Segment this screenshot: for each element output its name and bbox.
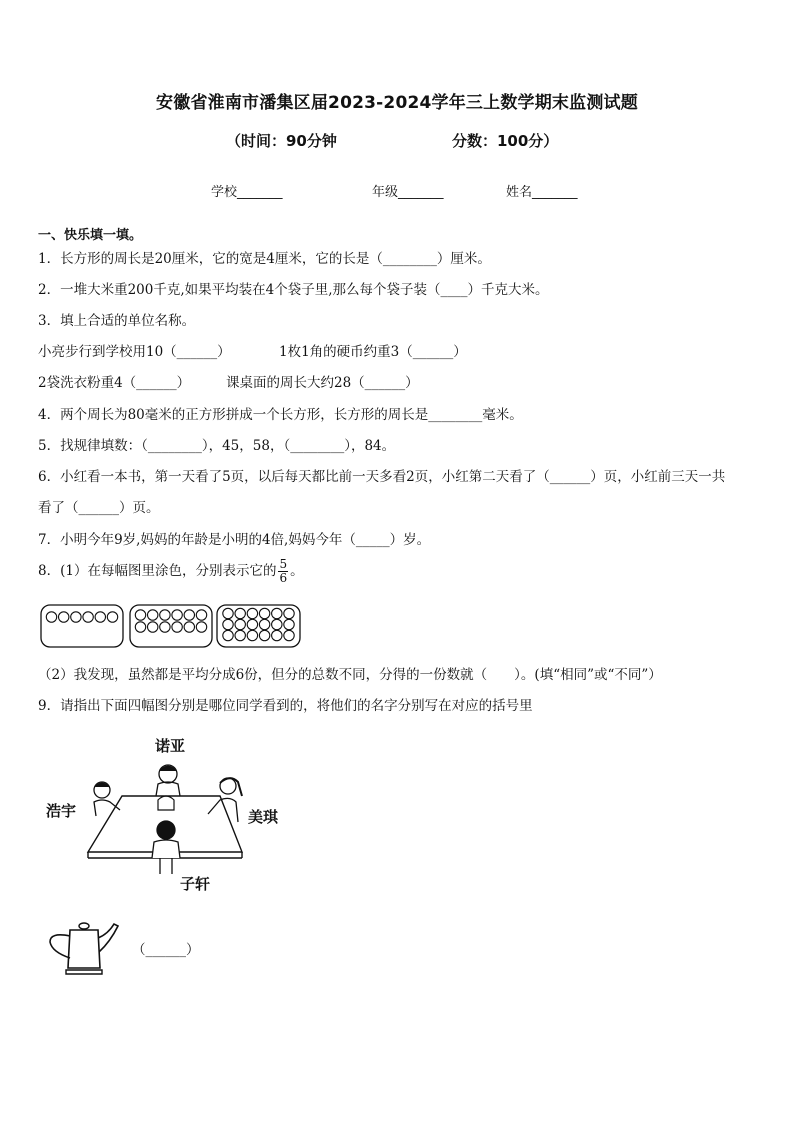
question-8-prefix: 8．(1）在每幅图里涂色，分别表示它的 [38, 563, 277, 579]
circle-unit[interactable] [235, 619, 245, 629]
question-5: 5．找规律填数：（________），45，58，（________），84。 [38, 438, 396, 454]
exam-score: 分数：100分） [452, 132, 559, 150]
circle-unit[interactable] [235, 630, 245, 640]
circle-box-6[interactable] [41, 605, 123, 647]
teapot-answer-blank[interactable]: （______） [132, 942, 200, 958]
question-8 [38, 558, 304, 585]
circle-unit[interactable] [135, 610, 145, 620]
circle-unit[interactable] [95, 612, 105, 622]
question-3: 3．填上合适的单位名称。 [38, 313, 196, 329]
circle-unit[interactable] [196, 610, 206, 620]
question-6-line1: 6．小红看一本书，第一天看了5页，以后每天都比前一天多看2页，小红第二天看了（______）页，小红前三天一共 [38, 469, 726, 485]
circle-unit[interactable] [223, 608, 233, 618]
table-teapot-icon [158, 796, 174, 810]
circle-unit[interactable] [184, 610, 194, 620]
question-7: 7．小明今年9岁,妈妈的年龄是小明的4倍,妈妈今年（_____）岁。 [38, 532, 431, 548]
circle-unit[interactable] [83, 612, 93, 622]
circle-unit[interactable] [223, 630, 233, 640]
question-3b: 1枚1角的硬币约重3（______） [279, 344, 467, 360]
circle-unit[interactable] [148, 610, 158, 620]
circle-unit[interactable] [46, 612, 56, 622]
box-outline [130, 605, 212, 647]
fraction-denominator: 6 [279, 571, 288, 585]
teapot-icon [44, 918, 122, 980]
children-table-illustration [80, 756, 250, 876]
circle-unit[interactable] [172, 610, 182, 620]
fraction-five-sixths [278, 558, 288, 585]
circle-unit[interactable] [160, 622, 170, 632]
circle-unit[interactable] [196, 622, 206, 632]
label-right-child: 美琪 [248, 808, 279, 826]
question-4: 4．两个周长为80毫米的正方形拼成一个长方形，长方形的周长是________毫米。 [38, 407, 523, 423]
question-6-line2: 看了（______）页。 [38, 500, 160, 516]
label-left-child: 浩宇 [46, 802, 77, 820]
circle-unit[interactable] [259, 630, 269, 640]
question-9: 9．请指出下面四幅图分别是哪位同学看到的，将他们的名字分别写在对应的括号里 [38, 698, 533, 714]
circle-unit[interactable] [223, 619, 233, 629]
circle-unit[interactable] [272, 619, 282, 629]
circle-unit[interactable] [135, 622, 145, 632]
circle-unit[interactable] [259, 608, 269, 618]
page-title: 安徽省淮南市潘集区届2023-2024学年三上数学期末监测试题 [156, 93, 638, 113]
grade-field[interactable]: 年级_______ [372, 185, 444, 200]
school-field[interactable]: 学校_______ [211, 185, 283, 200]
circle-unit[interactable] [235, 608, 245, 618]
circle-unit[interactable] [284, 619, 294, 629]
circle-unit[interactable] [284, 608, 294, 618]
label-bottom-child: 子轩 [180, 875, 211, 893]
circle-unit[interactable] [272, 630, 282, 640]
circle-unit[interactable] [184, 622, 194, 632]
circle-unit[interactable] [59, 612, 69, 622]
circle-unit[interactable] [247, 630, 257, 640]
exam-time: （时间：90分钟 [226, 132, 337, 150]
child-left-figure [94, 782, 120, 816]
circle-unit[interactable] [71, 612, 81, 622]
question-1: 1．长方形的周长是20厘米，它的宽是4厘米，它的长是（________）厘米。 [38, 251, 491, 267]
circle-unit[interactable] [172, 622, 182, 632]
question-3d: 课桌面的周长大约28（______） [226, 375, 419, 391]
child-right-figure [208, 778, 242, 822]
question-3c: 2袋洗衣粉重4（______） [38, 375, 191, 391]
section-heading: 一、快乐填一填。 [38, 228, 143, 243]
fraction-numerator: 5 [279, 557, 288, 571]
circle-unit[interactable] [160, 610, 170, 620]
question-8b: （2）我发现，虽然都是平均分成6份，但分的总数不同，分得的一份数就（ ）。(填“相同”或“不同”） [38, 667, 662, 683]
box-outline [41, 605, 123, 647]
circle-unit[interactable] [247, 608, 257, 618]
child-top-figure [156, 765, 180, 796]
circle-unit[interactable] [284, 630, 294, 640]
circle-groups-figure [40, 604, 302, 650]
question-8-suffix: 。 [290, 563, 304, 579]
name-field[interactable]: 姓名_______ [506, 185, 578, 200]
circle-box-12[interactable] [130, 605, 212, 647]
circle-unit[interactable] [272, 608, 282, 618]
child-bottom-figure [152, 821, 180, 874]
circle-unit[interactable] [107, 612, 117, 622]
circle-unit[interactable] [259, 619, 269, 629]
question-3a: 小亮步行到学校用10（______） [38, 344, 231, 360]
circle-unit[interactable] [247, 619, 257, 629]
question-2: 2．一堆大米重200千克,如果平均装在4个袋子里,那么每个袋子装（____）千克大米。 [38, 282, 549, 298]
circle-unit[interactable] [148, 622, 158, 632]
circle-box-18[interactable] [217, 605, 300, 647]
label-top-child: 诺亚 [155, 737, 186, 755]
